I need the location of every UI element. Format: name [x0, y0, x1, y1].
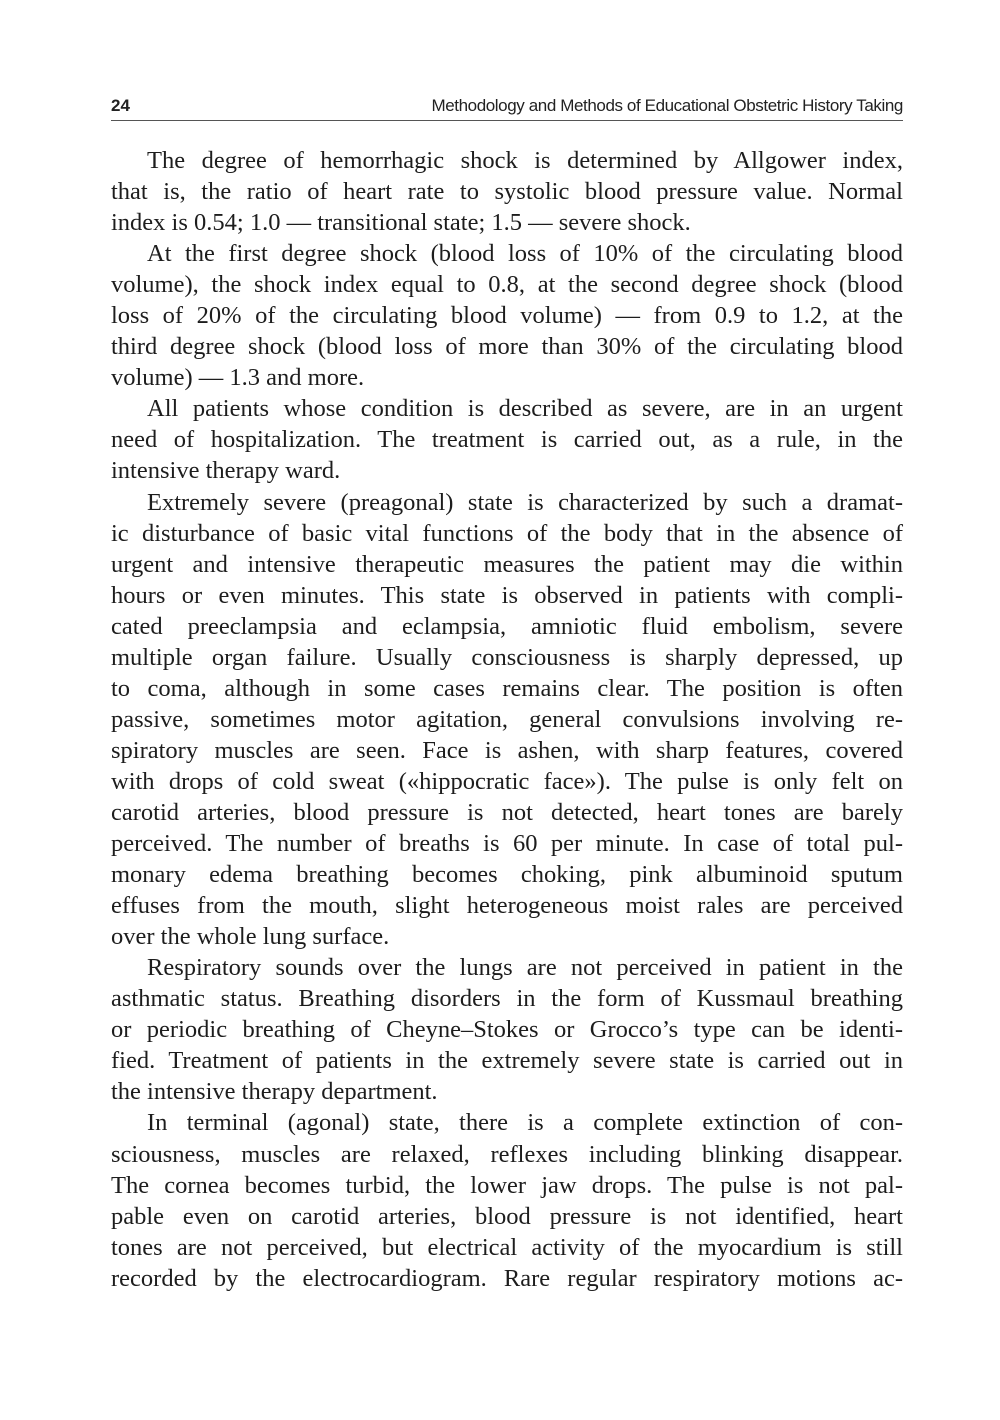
text-line-content: ic disturbance of basic vital functions of the body that in the absence of [111, 519, 903, 547]
book-page [111, 88, 903, 1294]
text-line-content: At the first degree shock (blood loss of 10% of the circulating blood [147, 240, 903, 268]
text-line [111, 1014, 903, 1045]
text-line [111, 1107, 903, 1138]
text-line-content: the intensive therapy department. [111, 1078, 438, 1106]
text-line-content: In terminal (agonal) state, there is a complete extinction of con- [147, 1109, 903, 1137]
paragraph [111, 1107, 903, 1293]
text-line-content: index is 0.54; 1.0 — transitional state; 1.5 — severe shock. [111, 209, 691, 237]
text-line [111, 1232, 903, 1263]
text-line-content: or periodic breathing of Cheyne–Stokes or Grocco’s type can be identi- [111, 1016, 903, 1044]
text-line-content: to coma, although in some cases remains clear. The position is often [111, 674, 903, 702]
running-title: Methodology and Methods of Educational Obstetric History Taking [431, 96, 903, 115]
text-line [111, 828, 903, 859]
paragraph [111, 238, 903, 393]
body-text [111, 145, 903, 1294]
text-line [111, 983, 903, 1014]
text-line [111, 797, 903, 828]
text-line-content: volume) — 1.3 and more. [111, 364, 365, 392]
text-line [111, 890, 903, 921]
text-line-content: pable even on carotid arteries, blood pressure is not identified, heart [111, 1202, 903, 1230]
text-line [111, 1170, 903, 1201]
text-line-content: sciousness, muscles are relaxed, reflexes including blinking disappear. [111, 1140, 903, 1168]
text-line-content: need of hospitalization. The treatment is carried out, as a rule, in the [111, 426, 903, 454]
text-line [111, 207, 903, 238]
text-line-content: with drops of cold sweat («hippocratic face»). The pulse is only felt on [111, 767, 903, 795]
text-line-content: fied. Treatment of patients in the extremely severe state is carried out in [111, 1047, 903, 1075]
text-line [111, 518, 903, 549]
paragraph [111, 952, 903, 1107]
paragraph [111, 393, 903, 486]
text-line-content: The degree of hemorrhagic shock is determined by Allgower index, [147, 147, 903, 174]
text-line [111, 176, 903, 207]
text-line-content: third degree shock (blood loss of more than 30% of the circulating blood [111, 333, 903, 361]
text-line-content: that is, the ratio of heart rate to systolic blood pressure value. Normal [111, 178, 903, 206]
text-line-content: Extremely severe (preagonal) state is characterized by such a dramat- [147, 488, 903, 516]
text-line-content: recorded by the electrocardiogram. Rare regular respiratory motions ac- [111, 1264, 903, 1292]
text-line [111, 673, 903, 704]
text-line-content: Respiratory sounds over the lungs are not perceived in patient in the [147, 954, 903, 982]
text-line [111, 704, 903, 735]
text-line-content: All patients whose condition is described as severe, are in an urgent [147, 395, 903, 423]
text-line-content: volume), the shock index equal to 0.8, at the second degree shock (blood [111, 271, 903, 299]
text-line [111, 1201, 903, 1232]
text-line-content: effuses from the mouth, slight heterogeneous moist rales are perceived [111, 892, 903, 920]
text-line-content: The cornea becomes turbid, the lower jaw drops. The pulse is not pal- [111, 1171, 903, 1199]
text-line [111, 362, 903, 393]
text-line [111, 1045, 903, 1076]
text-line-content: urgent and intensive therapeutic measures the patient may die within [111, 550, 903, 578]
running-header [111, 88, 903, 121]
text-line [111, 735, 903, 766]
text-line [111, 1076, 903, 1107]
text-line [111, 921, 903, 952]
text-line [111, 859, 903, 890]
text-line-content: carotid arteries, blood pressure is not detected, heart tones are barely [111, 798, 903, 826]
text-line-content: loss of 20% of the circulating blood volume) — from 0.9 to 1.2, at the [111, 302, 903, 330]
text-line-content: intensive therapy ward. [111, 457, 341, 485]
text-line-content: cated preeclampsia and eclampsia, amniotic fluid embolism, severe [111, 612, 903, 640]
paragraph [111, 145, 903, 238]
text-line-content: monary edema breathing becomes choking, pink albuminoid sputum [111, 861, 903, 889]
text-line [111, 300, 903, 331]
text-line [111, 611, 903, 642]
text-line [111, 549, 903, 580]
text-line [111, 455, 903, 486]
text-line [111, 393, 903, 424]
text-line [111, 1139, 903, 1170]
text-line [111, 269, 903, 300]
text-line [111, 1263, 903, 1294]
text-line [111, 952, 903, 983]
text-line [111, 766, 903, 797]
text-line [111, 145, 903, 176]
text-line-content: passive, sometimes motor agitation, general convulsions involving re- [111, 705, 903, 733]
text-line [111, 331, 903, 362]
text-line [111, 642, 903, 673]
paragraph [111, 487, 903, 953]
page-number: 24 [111, 96, 130, 115]
text-line-content: spiratory muscles are seen. Face is ashen, with sharp features, covered [111, 736, 903, 764]
text-line-content: over the whole lung surface. [111, 923, 390, 951]
text-line [111, 424, 903, 455]
text-line-content: hours or even minutes. This state is observed in patients with compli- [111, 581, 903, 609]
text-line-content: multiple organ failure. Usually consciousness is sharply depressed, up [111, 643, 903, 671]
text-line [111, 238, 903, 269]
text-line [111, 487, 903, 518]
text-line [111, 580, 903, 611]
text-line-content: perceived. The number of breaths is 60 per minute. In case of total pul- [111, 830, 903, 858]
text-line-content: tones are not perceived, but electrical activity of the myocardium is still [111, 1233, 903, 1261]
text-line-content: asthmatic status. Breathing disorders in the form of Kussmaul breathing [111, 985, 903, 1013]
